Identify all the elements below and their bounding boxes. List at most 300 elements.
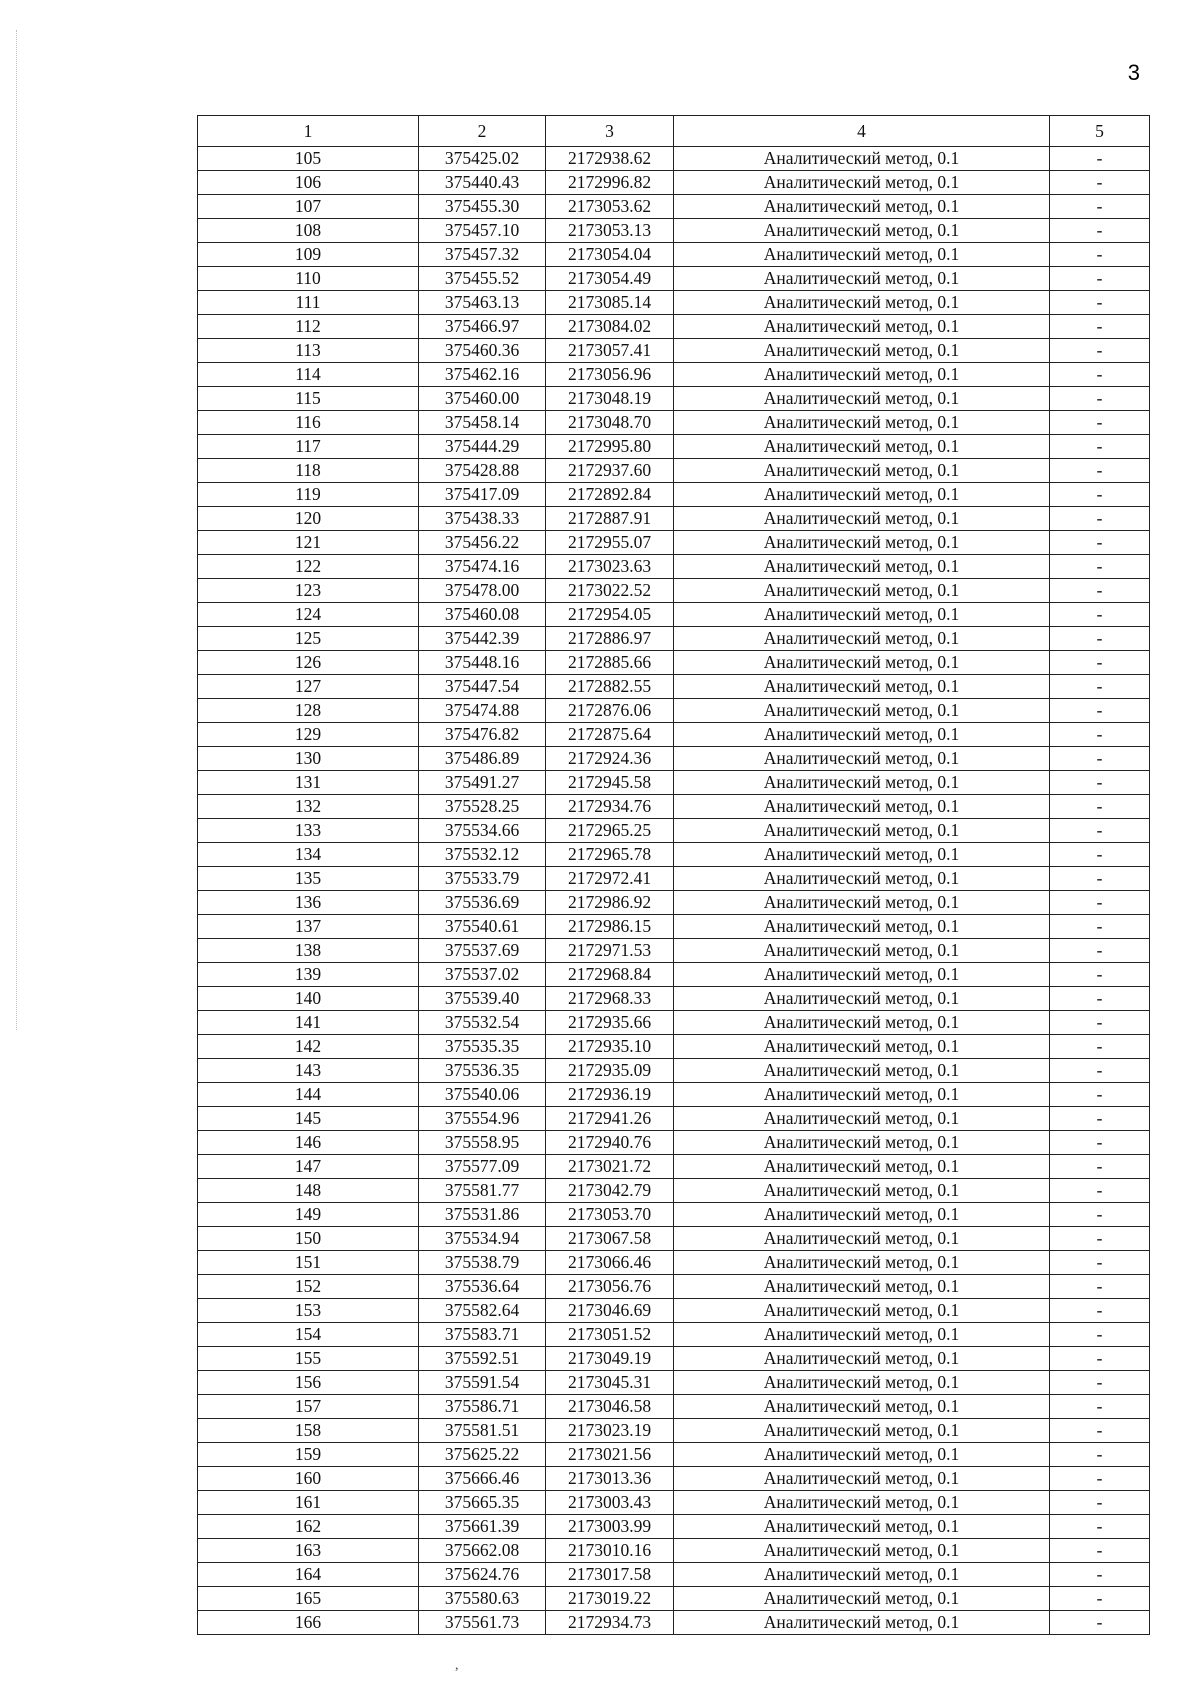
method-accuracy-cell: Аналитический метод, 0.1 bbox=[674, 1179, 1050, 1203]
y-coordinate-cell: 2172935.10 bbox=[546, 1035, 674, 1059]
description-cell: - bbox=[1050, 699, 1150, 723]
method-accuracy-cell: Аналитический метод, 0.1 bbox=[674, 1107, 1050, 1131]
table-row bbox=[198, 291, 1150, 315]
x-coordinate-cell: 375455.52 bbox=[419, 267, 546, 291]
point-number-cell: 143 bbox=[198, 1059, 419, 1083]
y-coordinate-cell: 2173053.62 bbox=[546, 195, 674, 219]
description-cell: - bbox=[1050, 867, 1150, 891]
method-accuracy-cell: Аналитический метод, 0.1 bbox=[674, 1443, 1050, 1467]
header-row bbox=[198, 116, 1150, 147]
y-coordinate-cell: 2172941.26 bbox=[546, 1107, 674, 1131]
method-accuracy-cell: Аналитический метод, 0.1 bbox=[674, 315, 1050, 339]
method-accuracy-cell: Аналитический метод, 0.1 bbox=[674, 1323, 1050, 1347]
scan-speck: , bbox=[455, 1658, 459, 1673]
method-accuracy-cell: Аналитический метод, 0.1 bbox=[674, 867, 1050, 891]
description-cell: - bbox=[1050, 1515, 1150, 1539]
table-row bbox=[198, 987, 1150, 1011]
method-accuracy-cell: Аналитический метод, 0.1 bbox=[674, 243, 1050, 267]
y-coordinate-cell: 2173023.19 bbox=[546, 1419, 674, 1443]
x-coordinate-cell: 375460.00 bbox=[419, 387, 546, 411]
table-row bbox=[198, 507, 1150, 531]
table-row bbox=[198, 867, 1150, 891]
table-row bbox=[198, 1203, 1150, 1227]
x-coordinate-cell: 375533.79 bbox=[419, 867, 546, 891]
y-coordinate-cell: 2172965.78 bbox=[546, 843, 674, 867]
table-row bbox=[198, 1299, 1150, 1323]
x-coordinate-cell: 375440.43 bbox=[419, 171, 546, 195]
table-row bbox=[198, 651, 1150, 675]
description-cell: - bbox=[1050, 147, 1150, 171]
y-coordinate-cell: 2173057.41 bbox=[546, 339, 674, 363]
x-coordinate-cell: 375580.63 bbox=[419, 1587, 546, 1611]
page-number: 3 bbox=[1127, 60, 1140, 85]
table-row bbox=[198, 1371, 1150, 1395]
point-number-cell: 150 bbox=[198, 1227, 419, 1251]
y-coordinate-cell: 2172876.06 bbox=[546, 699, 674, 723]
description-cell: - bbox=[1050, 1011, 1150, 1035]
table-row bbox=[198, 1179, 1150, 1203]
method-accuracy-cell: Аналитический метод, 0.1 bbox=[674, 723, 1050, 747]
point-number-cell: 107 bbox=[198, 195, 419, 219]
method-accuracy-cell: Аналитический метод, 0.1 bbox=[674, 1587, 1050, 1611]
y-coordinate-cell: 2173085.14 bbox=[546, 291, 674, 315]
y-coordinate-cell: 2173056.76 bbox=[546, 1275, 674, 1299]
table-row bbox=[198, 1539, 1150, 1563]
point-number-cell: 160 bbox=[198, 1467, 419, 1491]
x-coordinate-cell: 375662.08 bbox=[419, 1539, 546, 1563]
description-cell: - bbox=[1050, 795, 1150, 819]
description-cell: - bbox=[1050, 1347, 1150, 1371]
description-cell: - bbox=[1050, 915, 1150, 939]
x-coordinate-cell: 375442.39 bbox=[419, 627, 546, 651]
point-number-cell: 164 bbox=[198, 1563, 419, 1587]
x-coordinate-cell: 375581.77 bbox=[419, 1179, 546, 1203]
table-row bbox=[198, 195, 1150, 219]
table-row bbox=[198, 267, 1150, 291]
table-row bbox=[198, 1491, 1150, 1515]
x-coordinate-cell: 375474.16 bbox=[419, 555, 546, 579]
x-coordinate-cell: 375536.35 bbox=[419, 1059, 546, 1083]
y-coordinate-cell: 2173003.99 bbox=[546, 1515, 674, 1539]
table-row bbox=[198, 339, 1150, 363]
description-cell: - bbox=[1050, 843, 1150, 867]
method-accuracy-cell: Аналитический метод, 0.1 bbox=[674, 291, 1050, 315]
description-cell: - bbox=[1050, 1083, 1150, 1107]
description-cell: - bbox=[1050, 1131, 1150, 1155]
y-coordinate-cell: 2173054.04 bbox=[546, 243, 674, 267]
description-cell: - bbox=[1050, 1155, 1150, 1179]
method-accuracy-cell: Аналитический метод, 0.1 bbox=[674, 195, 1050, 219]
x-coordinate-cell: 375561.73 bbox=[419, 1611, 546, 1635]
method-accuracy-cell: Аналитический метод, 0.1 bbox=[674, 1131, 1050, 1155]
x-coordinate-cell: 375554.96 bbox=[419, 1107, 546, 1131]
description-cell: - bbox=[1050, 1251, 1150, 1275]
description-cell: - bbox=[1050, 1491, 1150, 1515]
y-coordinate-cell: 2172935.09 bbox=[546, 1059, 674, 1083]
method-accuracy-cell: Аналитический метод, 0.1 bbox=[674, 1203, 1050, 1227]
y-coordinate-cell: 2173056.96 bbox=[546, 363, 674, 387]
description-cell: - bbox=[1050, 411, 1150, 435]
description-cell: - bbox=[1050, 507, 1150, 531]
y-coordinate-cell: 2173023.63 bbox=[546, 555, 674, 579]
method-accuracy-cell: Аналитический метод, 0.1 bbox=[674, 627, 1050, 651]
y-coordinate-cell: 2172945.58 bbox=[546, 771, 674, 795]
table-row bbox=[198, 483, 1150, 507]
y-coordinate-cell: 2173045.31 bbox=[546, 1371, 674, 1395]
description-cell: - bbox=[1050, 1371, 1150, 1395]
y-coordinate-cell: 2173053.13 bbox=[546, 219, 674, 243]
x-coordinate-cell: 375458.14 bbox=[419, 411, 546, 435]
table-row bbox=[198, 315, 1150, 339]
method-accuracy-cell: Аналитический метод, 0.1 bbox=[674, 339, 1050, 363]
point-number-cell: 105 bbox=[198, 147, 419, 171]
x-coordinate-cell: 375531.86 bbox=[419, 1203, 546, 1227]
x-coordinate-cell: 375428.88 bbox=[419, 459, 546, 483]
description-cell: - bbox=[1050, 483, 1150, 507]
point-number-cell: 154 bbox=[198, 1323, 419, 1347]
table-row bbox=[198, 723, 1150, 747]
table-row bbox=[198, 1347, 1150, 1371]
description-cell: - bbox=[1050, 1299, 1150, 1323]
description-cell: - bbox=[1050, 243, 1150, 267]
x-coordinate-cell: 375539.40 bbox=[419, 987, 546, 1011]
x-coordinate-cell: 375474.88 bbox=[419, 699, 546, 723]
x-coordinate-cell: 375592.51 bbox=[419, 1347, 546, 1371]
table-row bbox=[198, 219, 1150, 243]
y-coordinate-cell: 2172937.60 bbox=[546, 459, 674, 483]
point-number-cell: 112 bbox=[198, 315, 419, 339]
point-number-cell: 157 bbox=[198, 1395, 419, 1419]
x-coordinate-cell: 375447.54 bbox=[419, 675, 546, 699]
x-coordinate-cell: 375532.12 bbox=[419, 843, 546, 867]
point-number-cell: 113 bbox=[198, 339, 419, 363]
table-row bbox=[198, 1275, 1150, 1299]
table-row bbox=[198, 627, 1150, 651]
point-number-cell: 156 bbox=[198, 1371, 419, 1395]
y-coordinate-cell: 2172971.53 bbox=[546, 939, 674, 963]
x-coordinate-cell: 375582.64 bbox=[419, 1299, 546, 1323]
point-number-cell: 165 bbox=[198, 1587, 419, 1611]
description-cell: - bbox=[1050, 387, 1150, 411]
table-row bbox=[198, 1443, 1150, 1467]
table-row bbox=[198, 555, 1150, 579]
point-number-cell: 115 bbox=[198, 387, 419, 411]
point-number-cell: 137 bbox=[198, 915, 419, 939]
point-number-cell: 142 bbox=[198, 1035, 419, 1059]
method-accuracy-cell: Аналитический метод, 0.1 bbox=[674, 1371, 1050, 1395]
point-number-cell: 139 bbox=[198, 963, 419, 987]
description-cell: - bbox=[1050, 651, 1150, 675]
description-cell: - bbox=[1050, 987, 1150, 1011]
description-cell: - bbox=[1050, 1059, 1150, 1083]
point-number-cell: 109 bbox=[198, 243, 419, 267]
table-row bbox=[198, 411, 1150, 435]
x-coordinate-cell: 375532.54 bbox=[419, 1011, 546, 1035]
description-cell: - bbox=[1050, 1443, 1150, 1467]
x-coordinate-cell: 375625.22 bbox=[419, 1443, 546, 1467]
y-coordinate-cell: 2172968.84 bbox=[546, 963, 674, 987]
method-accuracy-cell: Аналитический метод, 0.1 bbox=[674, 363, 1050, 387]
method-accuracy-cell: Аналитический метод, 0.1 bbox=[674, 675, 1050, 699]
table-row bbox=[198, 1155, 1150, 1179]
description-cell: - bbox=[1050, 1035, 1150, 1059]
point-number-cell: 129 bbox=[198, 723, 419, 747]
method-accuracy-cell: Аналитический метод, 0.1 bbox=[674, 1251, 1050, 1275]
table-row bbox=[198, 1035, 1150, 1059]
y-coordinate-cell: 2172940.76 bbox=[546, 1131, 674, 1155]
description-cell: - bbox=[1050, 603, 1150, 627]
point-number-cell: 123 bbox=[198, 579, 419, 603]
x-coordinate-cell: 375665.35 bbox=[419, 1491, 546, 1515]
method-accuracy-cell: Аналитический метод, 0.1 bbox=[674, 1059, 1050, 1083]
method-accuracy-cell: Аналитический метод, 0.1 bbox=[674, 1539, 1050, 1563]
method-accuracy-cell: Аналитический метод, 0.1 bbox=[674, 771, 1050, 795]
x-coordinate-cell: 375417.09 bbox=[419, 483, 546, 507]
table-row bbox=[198, 243, 1150, 267]
description-cell: - bbox=[1050, 1587, 1150, 1611]
table-row bbox=[198, 1107, 1150, 1131]
y-coordinate-cell: 2173048.70 bbox=[546, 411, 674, 435]
method-accuracy-cell: Аналитический метод, 0.1 bbox=[674, 1275, 1050, 1299]
x-coordinate-cell: 375438.33 bbox=[419, 507, 546, 531]
y-coordinate-cell: 2172885.66 bbox=[546, 651, 674, 675]
method-accuracy-cell: Аналитический метод, 0.1 bbox=[674, 555, 1050, 579]
point-number-cell: 127 bbox=[198, 675, 419, 699]
scan-edge-line bbox=[16, 30, 17, 1030]
description-cell: - bbox=[1050, 1323, 1150, 1347]
y-coordinate-cell: 2173021.72 bbox=[546, 1155, 674, 1179]
x-coordinate-cell: 375466.97 bbox=[419, 315, 546, 339]
method-accuracy-cell: Аналитический метод, 0.1 bbox=[674, 1611, 1050, 1635]
point-number-cell: 117 bbox=[198, 435, 419, 459]
y-coordinate-cell: 2173051.52 bbox=[546, 1323, 674, 1347]
y-coordinate-cell: 2172875.64 bbox=[546, 723, 674, 747]
y-coordinate-cell: 2172882.55 bbox=[546, 675, 674, 699]
point-number-cell: 125 bbox=[198, 627, 419, 651]
description-cell: - bbox=[1050, 363, 1150, 387]
method-accuracy-cell: Аналитический метод, 0.1 bbox=[674, 1035, 1050, 1059]
point-number-cell: 145 bbox=[198, 1107, 419, 1131]
point-number-cell: 119 bbox=[198, 483, 419, 507]
column-header-5: 5 bbox=[1050, 116, 1150, 147]
x-coordinate-cell: 375591.54 bbox=[419, 1371, 546, 1395]
x-coordinate-cell: 375538.79 bbox=[419, 1251, 546, 1275]
method-accuracy-cell: Аналитический метод, 0.1 bbox=[674, 1155, 1050, 1179]
description-cell: - bbox=[1050, 747, 1150, 771]
y-coordinate-cell: 2173067.58 bbox=[546, 1227, 674, 1251]
y-coordinate-cell: 2173013.36 bbox=[546, 1467, 674, 1491]
x-coordinate-cell: 375444.29 bbox=[419, 435, 546, 459]
y-coordinate-cell: 2172936.19 bbox=[546, 1083, 674, 1107]
y-coordinate-cell: 2173010.16 bbox=[546, 1539, 674, 1563]
x-coordinate-cell: 375586.71 bbox=[419, 1395, 546, 1419]
y-coordinate-cell: 2173003.43 bbox=[546, 1491, 674, 1515]
point-number-cell: 140 bbox=[198, 987, 419, 1011]
description-cell: - bbox=[1050, 1611, 1150, 1635]
description-cell: - bbox=[1050, 1275, 1150, 1299]
y-coordinate-cell: 2172986.92 bbox=[546, 891, 674, 915]
y-coordinate-cell: 2172972.41 bbox=[546, 867, 674, 891]
point-number-cell: 141 bbox=[198, 1011, 419, 1035]
point-number-cell: 111 bbox=[198, 291, 419, 315]
point-number-cell: 124 bbox=[198, 603, 419, 627]
point-number-cell: 120 bbox=[198, 507, 419, 531]
method-accuracy-cell: Аналитический метод, 0.1 bbox=[674, 1395, 1050, 1419]
description-cell: - bbox=[1050, 891, 1150, 915]
point-number-cell: 106 bbox=[198, 171, 419, 195]
y-coordinate-cell: 2173084.02 bbox=[546, 315, 674, 339]
description-cell: - bbox=[1050, 291, 1150, 315]
x-coordinate-cell: 375528.25 bbox=[419, 795, 546, 819]
x-coordinate-cell: 375460.36 bbox=[419, 339, 546, 363]
description-cell: - bbox=[1050, 1107, 1150, 1131]
table-row bbox=[198, 1611, 1150, 1635]
y-coordinate-cell: 2172934.76 bbox=[546, 795, 674, 819]
column-header-4: 4 bbox=[674, 116, 1050, 147]
description-cell: - bbox=[1050, 819, 1150, 843]
point-number-cell: 135 bbox=[198, 867, 419, 891]
point-number-cell: 138 bbox=[198, 939, 419, 963]
method-accuracy-cell: Аналитический метод, 0.1 bbox=[674, 1347, 1050, 1371]
method-accuracy-cell: Аналитический метод, 0.1 bbox=[674, 747, 1050, 771]
description-cell: - bbox=[1050, 939, 1150, 963]
y-coordinate-cell: 2173046.69 bbox=[546, 1299, 674, 1323]
point-number-cell: 161 bbox=[198, 1491, 419, 1515]
column-header-3: 3 bbox=[546, 116, 674, 147]
y-coordinate-cell: 2173054.49 bbox=[546, 267, 674, 291]
method-accuracy-cell: Аналитический метод, 0.1 bbox=[674, 219, 1050, 243]
y-coordinate-cell: 2173053.70 bbox=[546, 1203, 674, 1227]
description-cell: - bbox=[1050, 771, 1150, 795]
table-row bbox=[198, 939, 1150, 963]
x-coordinate-cell: 375463.13 bbox=[419, 291, 546, 315]
point-number-cell: 132 bbox=[198, 795, 419, 819]
y-coordinate-cell: 2173049.19 bbox=[546, 1347, 674, 1371]
point-number-cell: 155 bbox=[198, 1347, 419, 1371]
point-number-cell: 148 bbox=[198, 1179, 419, 1203]
table-row bbox=[198, 675, 1150, 699]
coordinates-table bbox=[197, 115, 1150, 1635]
x-coordinate-cell: 375537.69 bbox=[419, 939, 546, 963]
x-coordinate-cell: 375491.27 bbox=[419, 771, 546, 795]
table-header bbox=[198, 116, 1150, 147]
y-coordinate-cell: 2172968.33 bbox=[546, 987, 674, 1011]
y-coordinate-cell: 2172892.84 bbox=[546, 483, 674, 507]
table-row bbox=[198, 579, 1150, 603]
method-accuracy-cell: Аналитический метод, 0.1 bbox=[674, 387, 1050, 411]
y-coordinate-cell: 2172965.25 bbox=[546, 819, 674, 843]
method-accuracy-cell: Аналитический метод, 0.1 bbox=[674, 963, 1050, 987]
x-coordinate-cell: 375425.02 bbox=[419, 147, 546, 171]
x-coordinate-cell: 375540.61 bbox=[419, 915, 546, 939]
point-number-cell: 133 bbox=[198, 819, 419, 843]
method-accuracy-cell: Аналитический метод, 0.1 bbox=[674, 1563, 1050, 1587]
y-coordinate-cell: 2172954.05 bbox=[546, 603, 674, 627]
description-cell: - bbox=[1050, 435, 1150, 459]
x-coordinate-cell: 375540.06 bbox=[419, 1083, 546, 1107]
method-accuracy-cell: Аналитический метод, 0.1 bbox=[674, 1011, 1050, 1035]
description-cell: - bbox=[1050, 1395, 1150, 1419]
point-number-cell: 149 bbox=[198, 1203, 419, 1227]
point-number-cell: 116 bbox=[198, 411, 419, 435]
point-number-cell: 158 bbox=[198, 1419, 419, 1443]
x-coordinate-cell: 375457.32 bbox=[419, 243, 546, 267]
description-cell: - bbox=[1050, 555, 1150, 579]
x-coordinate-cell: 375536.64 bbox=[419, 1275, 546, 1299]
table-row bbox=[198, 747, 1150, 771]
y-coordinate-cell: 2172955.07 bbox=[546, 531, 674, 555]
table-row bbox=[198, 1587, 1150, 1611]
table-row bbox=[198, 1323, 1150, 1347]
description-cell: - bbox=[1050, 1419, 1150, 1443]
y-coordinate-cell: 2172996.82 bbox=[546, 171, 674, 195]
table-row bbox=[198, 435, 1150, 459]
x-coordinate-cell: 375624.76 bbox=[419, 1563, 546, 1587]
description-cell: - bbox=[1050, 171, 1150, 195]
x-coordinate-cell: 375476.82 bbox=[419, 723, 546, 747]
y-coordinate-cell: 2172887.91 bbox=[546, 507, 674, 531]
method-accuracy-cell: Аналитический метод, 0.1 bbox=[674, 1515, 1050, 1539]
description-cell: - bbox=[1050, 1467, 1150, 1491]
table-row bbox=[198, 1059, 1150, 1083]
x-coordinate-cell: 375583.71 bbox=[419, 1323, 546, 1347]
point-number-cell: 153 bbox=[198, 1299, 419, 1323]
x-coordinate-cell: 375666.46 bbox=[419, 1467, 546, 1491]
x-coordinate-cell: 375457.10 bbox=[419, 219, 546, 243]
table-row bbox=[198, 699, 1150, 723]
point-number-cell: 108 bbox=[198, 219, 419, 243]
point-number-cell: 166 bbox=[198, 1611, 419, 1635]
y-coordinate-cell: 2172886.97 bbox=[546, 627, 674, 651]
method-accuracy-cell: Аналитический метод, 0.1 bbox=[674, 147, 1050, 171]
table-row bbox=[198, 459, 1150, 483]
point-number-cell: 162 bbox=[198, 1515, 419, 1539]
point-number-cell: 151 bbox=[198, 1251, 419, 1275]
description-cell: - bbox=[1050, 195, 1150, 219]
table-row bbox=[198, 771, 1150, 795]
table-row bbox=[198, 1419, 1150, 1443]
point-number-cell: 110 bbox=[198, 267, 419, 291]
y-coordinate-cell: 2172924.36 bbox=[546, 747, 674, 771]
table-row bbox=[198, 387, 1150, 411]
description-cell: - bbox=[1050, 963, 1150, 987]
method-accuracy-cell: Аналитический метод, 0.1 bbox=[674, 579, 1050, 603]
x-coordinate-cell: 375558.95 bbox=[419, 1131, 546, 1155]
point-number-cell: 128 bbox=[198, 699, 419, 723]
table-row bbox=[198, 963, 1150, 987]
x-coordinate-cell: 375577.09 bbox=[419, 1155, 546, 1179]
point-number-cell: 134 bbox=[198, 843, 419, 867]
method-accuracy-cell: Аналитический метод, 0.1 bbox=[674, 171, 1050, 195]
table-row bbox=[198, 1131, 1150, 1155]
description-cell: - bbox=[1050, 627, 1150, 651]
method-accuracy-cell: Аналитический метод, 0.1 bbox=[674, 531, 1050, 555]
table-row bbox=[198, 363, 1150, 387]
point-number-cell: 126 bbox=[198, 651, 419, 675]
table-row bbox=[198, 915, 1150, 939]
method-accuracy-cell: Аналитический метод, 0.1 bbox=[674, 1227, 1050, 1251]
y-coordinate-cell: 2173022.52 bbox=[546, 579, 674, 603]
description-cell: - bbox=[1050, 267, 1150, 291]
point-number-cell: 136 bbox=[198, 891, 419, 915]
point-number-cell: 144 bbox=[198, 1083, 419, 1107]
point-number-cell: 147 bbox=[198, 1155, 419, 1179]
table-row bbox=[198, 1563, 1150, 1587]
x-coordinate-cell: 375460.08 bbox=[419, 603, 546, 627]
table-row bbox=[198, 531, 1150, 555]
point-number-cell: 152 bbox=[198, 1275, 419, 1299]
description-cell: - bbox=[1050, 1539, 1150, 1563]
